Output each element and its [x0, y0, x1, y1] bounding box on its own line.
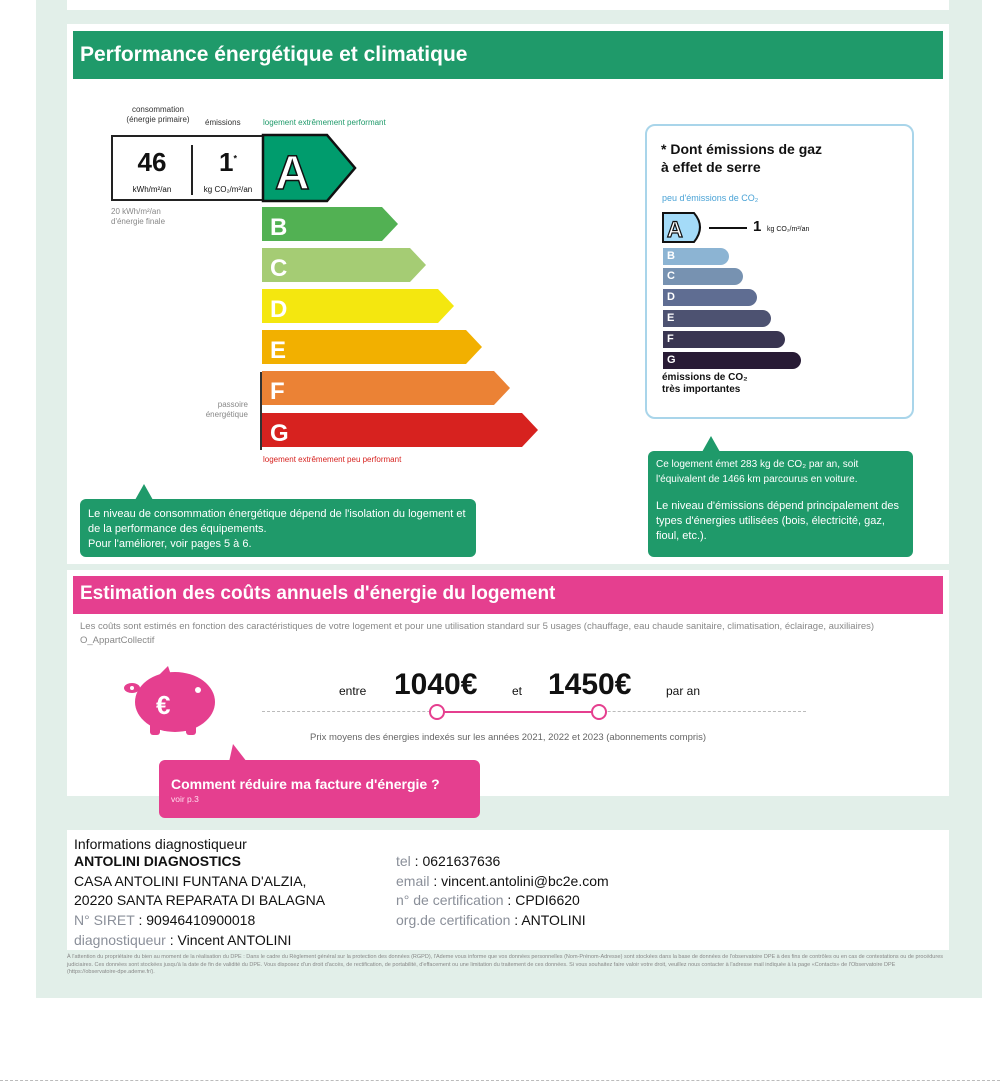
costs-per-year: par an: [666, 684, 701, 698]
ges-class-f: F: [663, 331, 785, 348]
energy-class-g: [262, 413, 538, 447]
ges-class-g: G: [663, 352, 801, 369]
diag-company: ANTOLINI DIAGNOSTICS: [74, 853, 241, 869]
ges-title: * Dont émissions de gaz à effet de serre: [661, 141, 823, 175]
ges-bottom-label: émissions de CO₂ très importantes: [662, 372, 748, 395]
legal-notice: À l'attention du propriétaire du bien au moment de la réalisation du DPE : Dans le cadre du Règlement général sur la protection des données (RGPD), l'Ademe vous informe que vos données personnelles (Nom-Prénom-Adresse) sont stockées dans la base de données de l'observatoire DPE à des fins de contrôles ou en cas de contestations ou de procédures judiciaires. Ces données sont stockées jusqu'à la date de fin de validité du DPE. Vous disposez d'un droit d'accès, de rectification, de portabilité, d'effacement ou une limitation du traitement de ces données. Si vous souhaitez faire valoir votre droit, veuillez nous contacter à l'adresse mail indiquée à la page «Contacts» de l'Observatoire DPE (https://observatoire-dpe.ademe.fr/).: [67, 954, 944, 975]
ges-callout-2: Le niveau d'émissions dépend principalement des types d'énergies utilisées (bois, électricité, gaz, fioul, etc.).: [656, 500, 900, 542]
costs-high: 1450€: [548, 668, 632, 701]
ges-value: 1: [753, 218, 762, 235]
diag-email: email : vincent.antolini@bc2e.com: [396, 873, 609, 889]
energy-header: [73, 31, 943, 79]
diag-tel: tel : 0621637636: [396, 853, 501, 869]
ges-class-a-arrow: [662, 212, 708, 243]
consumption-value: 46: [137, 147, 167, 177]
costs-description: Les coûts sont estimés en fonction des caractéristiques de votre logement et pour une utilisation standard sur 5 usages (chauffage, eau chaude sanitaire, climatisation, éclairage, auxiliaires) O_AppartCollectif: [80, 621, 875, 646]
passoire-label: passoire énergétique: [205, 400, 248, 419]
ges-class-b: B: [663, 248, 729, 265]
energy-class-d: [262, 289, 454, 323]
energy-title: Performance énergétique et climatique: [80, 43, 468, 66]
emissions-star: *: [233, 153, 237, 164]
ges-class-a-letter: A: [667, 217, 683, 242]
energy-value-box: [111, 135, 263, 201]
consumption-label: consommation (énergie primaire): [126, 105, 190, 124]
diag-siret: N° SIRET : 90946410900018: [74, 912, 256, 928]
energy-class-b: [262, 207, 398, 241]
diag-name: diagnostiqueur : Vincent ANTOLINI: [74, 932, 292, 948]
energy-class-a-arrow: [261, 133, 359, 203]
energy-class-f: [262, 371, 510, 405]
callout-right: [648, 451, 913, 557]
ges-class-d: D: [663, 289, 757, 306]
costs-low-marker: [429, 704, 445, 720]
energy-bottom-label: logement extrêmement peu performant: [263, 455, 402, 464]
energy-class-e: [262, 330, 482, 364]
costs-between: entre: [339, 684, 367, 698]
callout-left-pointer: [135, 484, 155, 500]
consumption-unit: kWh/m²/an: [132, 185, 172, 194]
costs-range-bar: [437, 711, 599, 713]
ges-unit: kg CO₂/m²/an: [767, 226, 810, 233]
diag-address1: CASA ANTOLINI FUNTANA D'ALZIA,: [74, 873, 307, 889]
energy-class-a-letter: A: [275, 147, 310, 200]
page-separator: [0, 1080, 1000, 1081]
ges-top-label: peu d'émissions de CO₂: [662, 193, 759, 203]
reduce-bill-link[interactable]: [159, 760, 480, 818]
diag-cert: n° de certification : CPDI6620: [396, 892, 580, 908]
callout-left: Le niveau de consommation énergétique dépend de l'isolation du logement et de la performance des équipements. Pour l'améliorer, voir pages 5 à 6.: [80, 499, 476, 557]
costs-low: 1040€: [394, 668, 478, 701]
svg-text:F: F: [270, 378, 285, 405]
diag-address2: 20220 SANTA REPARATA DI BALAGNA: [74, 892, 326, 908]
ges-class-c: C: [663, 268, 743, 285]
ges-callout-1: Ce logement émet 283 kg de CO₂ par an, soit l'équivalent de 1466 km parcourus en voiture.: [656, 459, 859, 485]
top-panel: [67, 0, 949, 10]
piggy-bank-icon: [120, 664, 220, 739]
costs-title: Estimation des coûts annuels d'énergie du logement: [80, 583, 556, 604]
ges-pointer-line: [709, 227, 747, 229]
diag-org: org.de certification : ANTOLINI: [396, 912, 586, 928]
svg-text:D: D: [270, 296, 288, 323]
ges-class-e: E: [663, 310, 771, 327]
costs-note: Prix moyens des énergies indexés sur les années 2021, 2022 et 2023 (abonnements compris): [310, 732, 707, 743]
costs-high-marker: [591, 704, 607, 720]
svg-text:E: E: [270, 337, 287, 364]
costs-and: et: [512, 684, 523, 698]
energy-top-label: logement extrêmement performant: [263, 118, 386, 127]
passoire-bracket: [260, 372, 262, 450]
svg-text:G: G: [270, 420, 289, 447]
svg-text:B: B: [270, 214, 288, 241]
reduce-sub: voir p.3: [171, 794, 199, 804]
energy-class-c: [262, 248, 426, 282]
emissions-value: 1*: [219, 147, 237, 177]
diag-heading: Informations diagnostiqueur: [74, 836, 247, 852]
emissions-unit: kg CO₂/m²/an: [203, 185, 253, 194]
callout-right-pointer: [702, 436, 722, 452]
emissions-label: émissions: [205, 118, 241, 127]
svg-text:€: €: [156, 690, 171, 720]
final-energy: 20 kWh/m²/an d'énergie finale: [111, 207, 166, 226]
reduce-title: Comment réduire ma facture d'énergie ?: [171, 776, 440, 792]
costs-header: [73, 576, 943, 614]
svg-text:C: C: [270, 255, 288, 282]
energy-bars: [262, 207, 544, 457]
